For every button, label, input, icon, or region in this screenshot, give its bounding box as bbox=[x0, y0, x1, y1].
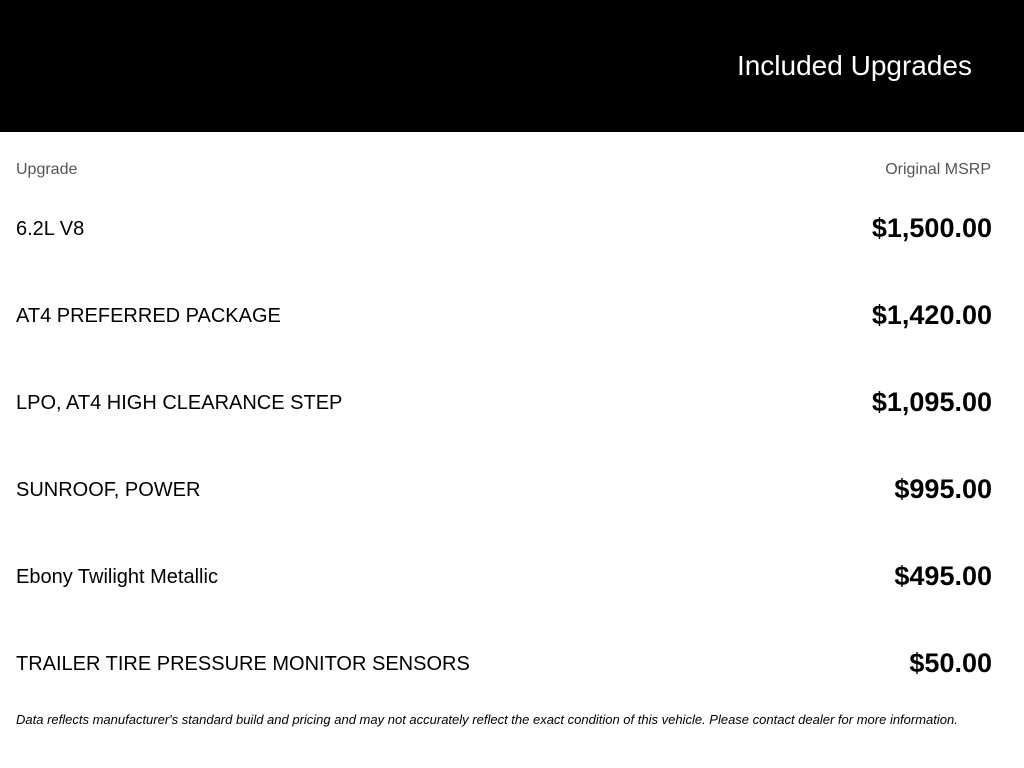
list-item bbox=[16, 380, 992, 467]
upgrade-name: SUNROOF, POWER bbox=[16, 479, 201, 501]
column-header-upgrade: Upgrade bbox=[16, 161, 78, 178]
upgrade-price: $1,095.00 bbox=[871, 387, 992, 417]
list-item bbox=[16, 554, 992, 641]
list-item bbox=[16, 206, 992, 293]
upgrade-price: $1,500.00 bbox=[871, 213, 992, 243]
list-item bbox=[16, 293, 992, 380]
list-item bbox=[16, 467, 992, 554]
upgrade-name: Ebony Twilight Metallic bbox=[16, 566, 218, 588]
upgrade-name: AT4 PREFERRED PACKAGE bbox=[16, 305, 281, 327]
upgrade-price: $495.00 bbox=[894, 561, 992, 591]
header-banner bbox=[0, 0, 1024, 132]
upgrade-price: $1,420.00 bbox=[871, 300, 992, 330]
page-title: Included Upgrades bbox=[736, 50, 972, 81]
upgrades-list bbox=[16, 206, 992, 728]
column-headers bbox=[16, 160, 991, 180]
upgrade-price: $50.00 bbox=[909, 648, 992, 678]
upgrade-price: $995.00 bbox=[894, 474, 992, 504]
upgrade-name: TRAILER TIRE PRESSURE MONITOR SENSORS bbox=[16, 653, 470, 675]
upgrade-name: 6.2L V8 bbox=[16, 218, 85, 240]
disclaimer-text: Data reflects manufacturer's standard build and pricing and may not accurately reflect the exact condition of this vehicle. Please contact dealer for more information. bbox=[16, 712, 958, 727]
column-header-msrp: Original MSRP bbox=[885, 161, 991, 178]
upgrade-name: LPO, AT4 HIGH CLEARANCE STEP bbox=[16, 392, 343, 414]
